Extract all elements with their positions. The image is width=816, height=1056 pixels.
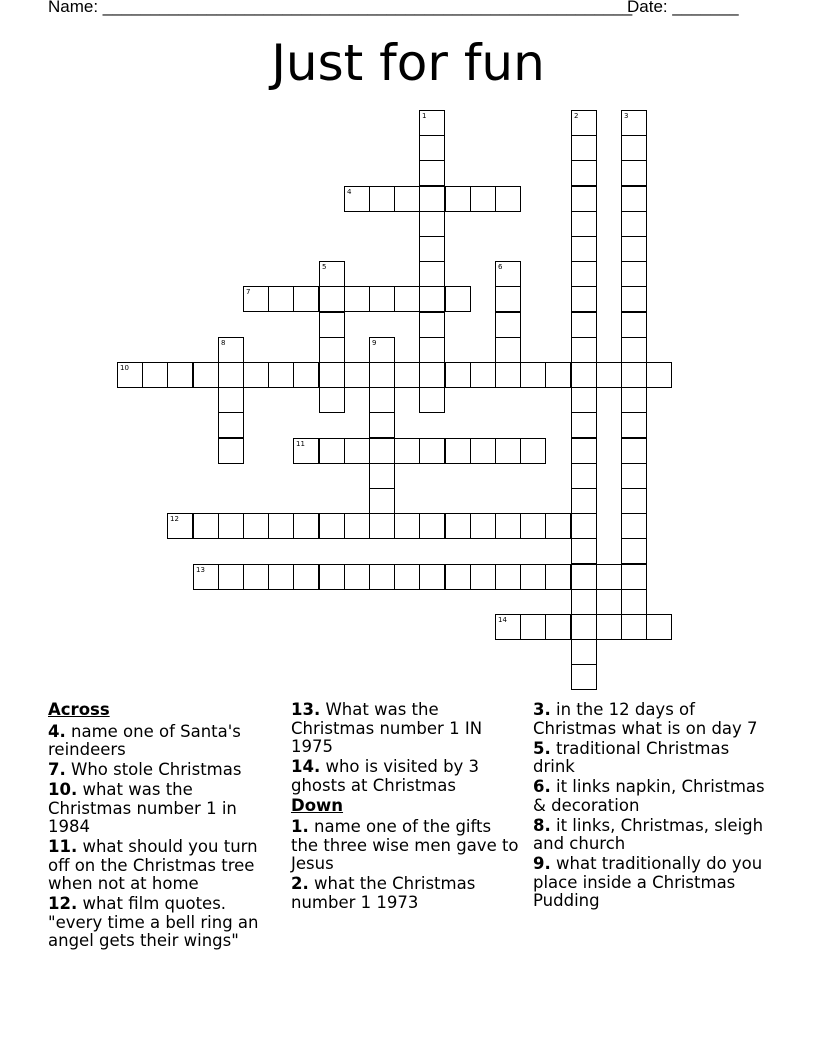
clue-number: 13.	[291, 700, 321, 719]
clue-number-label: 11	[296, 440, 305, 448]
clue-number-label: 9	[372, 339, 377, 347]
down-clue	[533, 740, 773, 777]
down-clue	[533, 778, 773, 815]
crossword-cell[interactable]	[596, 564, 622, 590]
crossword-cell[interactable]	[571, 236, 597, 262]
across-clue	[291, 758, 523, 795]
crossword-cell[interactable]	[293, 286, 319, 312]
crossword-cell[interactable]	[319, 337, 345, 363]
crossword-cell[interactable]	[470, 513, 496, 539]
crossword-cell[interactable]	[571, 589, 597, 615]
crossword-cell[interactable]	[369, 286, 395, 312]
crossword-cell[interactable]	[268, 286, 294, 312]
crossword-cell[interactable]	[571, 412, 597, 438]
clue-text: name one of the gifts the three wise men gave to Jesus	[291, 817, 519, 873]
date-field-label[interactable]: Date: _______	[627, 0, 739, 16]
clue-text: what was the Christmas number 1 in 1984	[48, 780, 237, 836]
crossword-cell[interactable]	[243, 286, 269, 312]
crossword-cell[interactable]	[495, 513, 521, 539]
crossword-cell[interactable]	[621, 286, 647, 312]
crossword-cell[interactable]	[369, 362, 395, 388]
crossword-cell[interactable]	[621, 538, 647, 564]
crossword-cell[interactable]	[445, 186, 471, 212]
crossword-cell[interactable]	[419, 564, 445, 590]
crossword-cell[interactable]	[571, 186, 597, 212]
crossword-cell[interactable]	[571, 110, 597, 136]
crossword-cell[interactable]	[319, 387, 345, 413]
crossword-cell[interactable]	[621, 387, 647, 413]
crossword-cell[interactable]	[621, 160, 647, 186]
crossword-cell[interactable]	[545, 614, 571, 640]
crossword-cell[interactable]	[218, 362, 244, 388]
crossword-cell[interactable]	[621, 614, 647, 640]
crossword-cell[interactable]	[319, 286, 345, 312]
crossword-cell[interactable]	[495, 438, 521, 464]
crossword-cell[interactable]	[319, 513, 345, 539]
crossword-cell[interactable]	[571, 160, 597, 186]
clue-text: traditional Christmas drink	[533, 738, 730, 776]
crossword-cell[interactable]	[520, 614, 546, 640]
page-title: Just for fun	[271, 34, 545, 92]
crossword-cell[interactable]	[571, 664, 597, 690]
crossword-cell[interactable]	[571, 312, 597, 338]
across-clue	[48, 838, 280, 894]
crossword-cell[interactable]	[344, 564, 370, 590]
crossword-cell[interactable]	[445, 438, 471, 464]
crossword-cell[interactable]	[218, 564, 244, 590]
crossword-cell[interactable]	[621, 337, 647, 363]
crossword-cell[interactable]	[571, 211, 597, 237]
crossword-cell[interactable]	[369, 564, 395, 590]
clue-number-label: 12	[170, 515, 179, 523]
crossword-cell[interactable]	[520, 513, 546, 539]
crossword-cell[interactable]	[571, 538, 597, 564]
crossword-cell[interactable]	[445, 362, 471, 388]
clues-column-2	[291, 701, 523, 914]
crossword-cell[interactable]	[293, 362, 319, 388]
clue-number: 2.	[291, 874, 309, 893]
crossword-cell[interactable]	[621, 211, 647, 237]
clues-column-1	[48, 701, 280, 952]
crossword-cell[interactable]	[495, 261, 521, 287]
crossword-cell[interactable]	[193, 513, 219, 539]
crossword-cell[interactable]	[621, 488, 647, 514]
crossword-cell[interactable]	[142, 362, 168, 388]
crossword-cell[interactable]	[621, 362, 647, 388]
crossword-cell[interactable]	[218, 337, 244, 363]
crossword-cell[interactable]	[621, 564, 647, 590]
across-clue	[48, 761, 280, 780]
crossword-cell[interactable]	[571, 261, 597, 287]
crossword-cell[interactable]	[545, 362, 571, 388]
clues-column-3	[533, 701, 773, 912]
crossword-cell[interactable]	[344, 186, 370, 212]
crossword-cell[interactable]	[193, 564, 219, 590]
crossword-cell[interactable]	[319, 312, 345, 338]
crossword-cell[interactable]	[571, 463, 597, 489]
clue-number: 5.	[533, 738, 551, 758]
crossword-cell[interactable]	[218, 438, 244, 464]
crossword-cell[interactable]	[520, 438, 546, 464]
crossword-cell[interactable]	[419, 110, 445, 136]
crossword-cell[interactable]	[369, 186, 395, 212]
crossword-cell[interactable]	[571, 387, 597, 413]
clue-number: 14.	[291, 757, 321, 776]
crossword-cell[interactable]	[445, 513, 471, 539]
crossword-cell[interactable]	[571, 362, 597, 388]
crossword-cell[interactable]	[571, 135, 597, 161]
crossword-cell[interactable]	[470, 362, 496, 388]
crossword-cell[interactable]	[167, 362, 193, 388]
crossword-cell[interactable]	[571, 639, 597, 665]
crossword-cell[interactable]	[571, 286, 597, 312]
clue-number-label: 2	[574, 112, 579, 120]
clue-text: what should you turn off on the Christmas tree when not at home	[48, 837, 258, 893]
crossword-cell[interactable]	[621, 463, 647, 489]
crossword-cell[interactable]	[419, 160, 445, 186]
crossword-cell[interactable]	[596, 614, 622, 640]
clue-text: Who stole Christmas	[71, 760, 242, 779]
clue-number: 12.	[48, 894, 78, 913]
clue-text: what the Christmas number 1 1973	[291, 874, 476, 912]
clue-number-label: 6	[498, 263, 503, 271]
crossword-cell[interactable]	[369, 463, 395, 489]
crossword-cell[interactable]	[495, 286, 521, 312]
crossword-cell[interactable]	[520, 564, 546, 590]
crossword-cell[interactable]	[621, 186, 647, 212]
clue-text: in the 12 days of Christmas what is on day 7	[533, 700, 758, 738]
clue-number: 1.	[291, 817, 309, 836]
crossword-cell[interactable]	[369, 488, 395, 514]
crossword-cell[interactable]	[293, 564, 319, 590]
crossword-cell[interactable]	[394, 362, 420, 388]
clue-number-label: 8	[221, 339, 226, 347]
crossword-cell[interactable]	[193, 362, 219, 388]
crossword-cell[interactable]	[646, 362, 672, 388]
across-clue	[48, 895, 280, 951]
crossword-cell[interactable]	[369, 387, 395, 413]
crossword-cell[interactable]	[369, 438, 395, 464]
crossword-cell[interactable]	[621, 110, 647, 136]
crossword-cell[interactable]	[419, 312, 445, 338]
crossword-cell[interactable]	[394, 186, 420, 212]
crossword-cell[interactable]	[621, 412, 647, 438]
clue-number-label: 7	[246, 288, 251, 296]
crossword-cell[interactable]	[319, 564, 345, 590]
crossword-cell[interactable]	[268, 513, 294, 539]
crossword-cell[interactable]	[319, 261, 345, 287]
down-clue	[291, 875, 523, 912]
crossword-cell[interactable]	[571, 488, 597, 514]
crossword-cell[interactable]	[268, 564, 294, 590]
clue-text: it links napkin, Christmas & decoration	[533, 777, 765, 815]
crossword-cell[interactable]	[419, 186, 445, 212]
across-clue	[48, 723, 280, 760]
crossword-cell[interactable]	[495, 614, 521, 640]
crossword-cell[interactable]	[495, 337, 521, 363]
crossword-cell[interactable]	[571, 513, 597, 539]
down-clue	[291, 818, 523, 874]
clue-text: name one of Santa's reindeers	[48, 721, 241, 759]
down-clue	[533, 701, 773, 738]
crossword-cell[interactable]	[319, 362, 345, 388]
crossword-cell[interactable]	[520, 362, 546, 388]
clue-number: 11.	[48, 837, 78, 856]
crossword-cell[interactable]	[596, 362, 622, 388]
crossword-cell[interactable]	[243, 513, 269, 539]
clue-text: it links, Christmas, sleigh and church	[533, 815, 764, 853]
crossword-cell[interactable]	[218, 387, 244, 413]
clue-text: who is visited by 3 ghosts at Christmas	[291, 757, 480, 795]
crossword-cell[interactable]	[394, 513, 420, 539]
crossword-cell[interactable]	[621, 589, 647, 615]
crossword-cell[interactable]	[394, 286, 420, 312]
crossword-cell[interactable]	[571, 337, 597, 363]
clue-number-label: 5	[322, 263, 327, 271]
crossword-cell[interactable]	[419, 362, 445, 388]
crossword-cell[interactable]	[369, 513, 395, 539]
crossword-cell[interactable]	[621, 513, 647, 539]
crossword-cell[interactable]	[268, 362, 294, 388]
crossword-cell[interactable]	[419, 261, 445, 287]
crossword-cell[interactable]	[571, 438, 597, 464]
clue-text: What was the Christmas number 1 IN 1975	[291, 700, 483, 756]
crossword-cell[interactable]	[419, 513, 445, 539]
clue-number-label: 14	[498, 616, 507, 624]
crossword-cell[interactable]	[293, 513, 319, 539]
crossword-cell[interactable]	[394, 438, 420, 464]
crossword-cell[interactable]	[470, 564, 496, 590]
across-clue	[291, 701, 523, 757]
crossword-cell[interactable]	[646, 614, 672, 640]
crossword-cell[interactable]	[495, 186, 521, 212]
crossword-cell[interactable]	[344, 362, 370, 388]
crossword-cell[interactable]	[419, 236, 445, 262]
crossword-cell[interactable]	[419, 211, 445, 237]
crossword-cell[interactable]	[419, 387, 445, 413]
crossword-cell[interactable]	[243, 362, 269, 388]
clue-number: 3.	[533, 700, 551, 719]
crossword-cell[interactable]	[243, 564, 269, 590]
crossword-cell[interactable]	[369, 412, 395, 438]
crossword-cell[interactable]	[218, 412, 244, 438]
clue-number: 7.	[48, 760, 66, 779]
crossword-cell[interactable]	[571, 564, 597, 590]
clue-text: what film quotes. "every time a bell ring an angel gets their wings"	[48, 894, 259, 950]
clue-number-label: 4	[347, 188, 352, 196]
clue-number: 8.	[533, 815, 551, 835]
clue-number: 6.	[533, 777, 551, 796]
down-heading: Down	[291, 795, 344, 815]
crossword-cell[interactable]	[445, 286, 471, 312]
crossword-cell[interactable]	[419, 337, 445, 363]
crossword-cell[interactable]	[621, 438, 647, 464]
crossword-cell[interactable]	[545, 513, 571, 539]
crossword-cell[interactable]	[495, 362, 521, 388]
crossword-cell[interactable]	[621, 261, 647, 287]
clue-number-label: 3	[624, 112, 629, 120]
crossword-cell[interactable]	[621, 312, 647, 338]
worksheet-header	[48, 0, 768, 19]
crossword-cell[interactable]	[470, 186, 496, 212]
clue-number: 4.	[48, 721, 66, 741]
across-heading: Across	[48, 700, 110, 719]
down-clue	[533, 817, 773, 854]
crossword-cell[interactable]	[344, 438, 370, 464]
crossword-cell[interactable]	[495, 564, 521, 590]
crossword-cell[interactable]	[419, 438, 445, 464]
crossword-cell[interactable]	[445, 564, 471, 590]
crossword-cell[interactable]	[495, 312, 521, 338]
clue-text: what traditionally do you place inside a Christmas Pudding	[533, 854, 763, 910]
crossword-cell[interactable]	[470, 438, 496, 464]
crossword-cell[interactable]	[167, 513, 193, 539]
crossword-cell[interactable]	[545, 564, 571, 590]
clue-number-label: 10	[120, 364, 129, 372]
clue-number-label: 13	[196, 566, 205, 574]
crossword-cell[interactable]	[218, 513, 244, 539]
crossword-cell[interactable]	[344, 286, 370, 312]
crossword-cell[interactable]	[621, 236, 647, 262]
crossword-cell[interactable]	[319, 438, 345, 464]
crossword-cell[interactable]	[369, 337, 395, 363]
down-clue	[533, 855, 773, 911]
clue-number: 9.	[533, 854, 551, 873]
across-clue	[48, 781, 280, 837]
crossword-cell[interactable]	[571, 614, 597, 640]
crossword-cell[interactable]	[419, 286, 445, 312]
crossword-cell[interactable]	[344, 513, 370, 539]
crossword-cell[interactable]	[419, 135, 445, 161]
crossword-cell[interactable]	[621, 135, 647, 161]
name-field-label[interactable]: Name: ________________________________________________________	[48, 0, 633, 16]
clue-number-label: 1	[422, 112, 427, 120]
crossword-cell[interactable]	[394, 564, 420, 590]
crossword-cell[interactable]	[293, 438, 319, 464]
crossword-cell[interactable]	[117, 362, 143, 388]
clue-number: 10.	[48, 780, 78, 799]
